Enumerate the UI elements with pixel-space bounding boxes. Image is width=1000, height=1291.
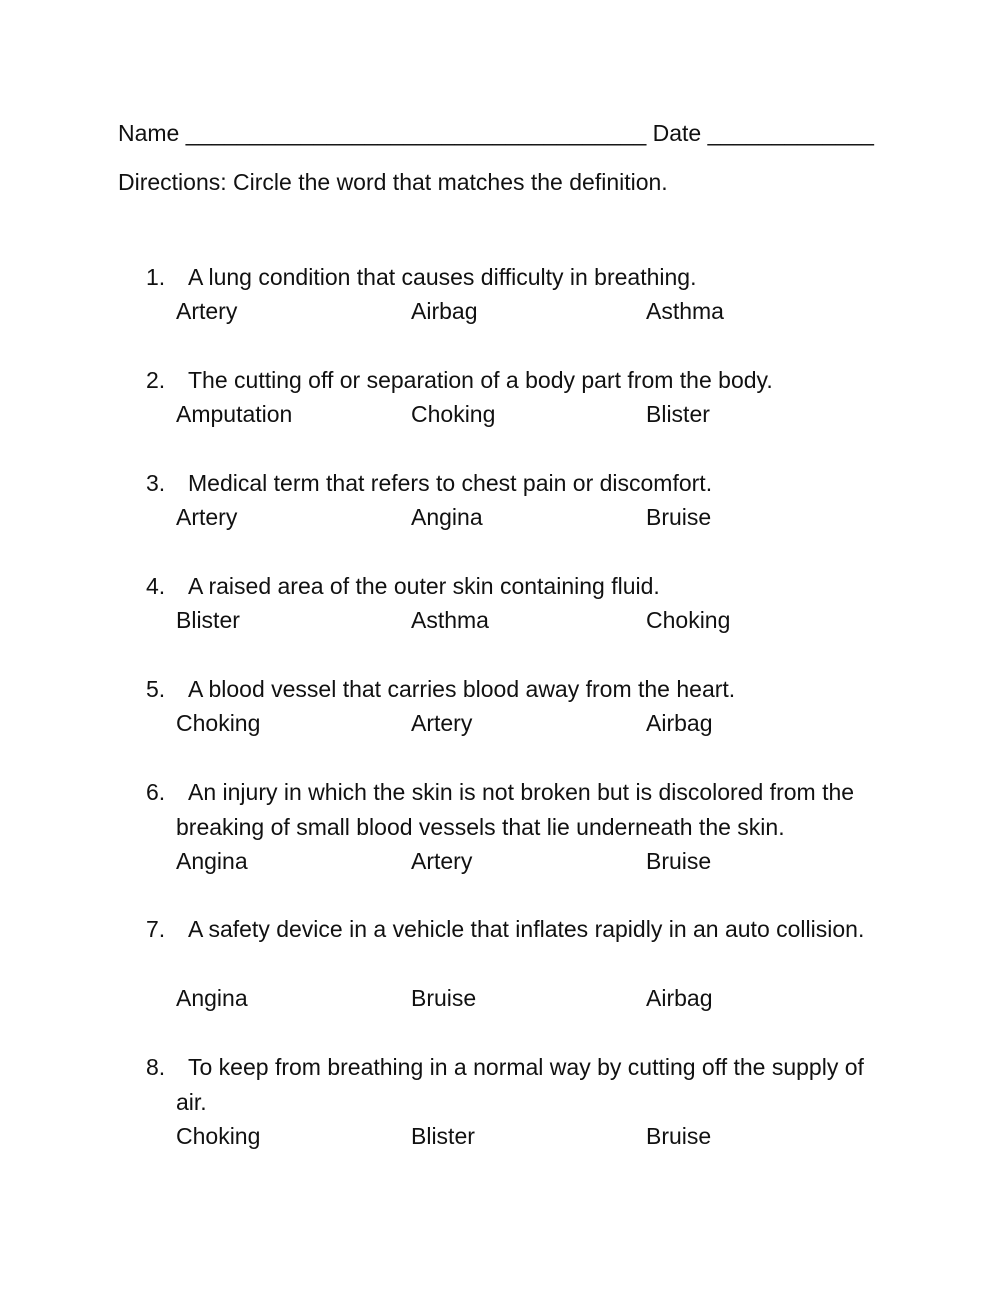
question-text: A safety device in a vehicle that inflates rapidly in an auto collision.	[188, 916, 865, 942]
choice-row	[176, 603, 896, 637]
choice-option[interactable]: Asthma	[646, 298, 724, 324]
choice-option[interactable]: Bruise	[411, 985, 477, 1011]
question-text: The cutting off or separation of a body part from the body.	[188, 367, 773, 393]
question-number: 8.	[146, 1054, 166, 1080]
choice-option[interactable]: Artery	[411, 710, 473, 736]
choice-option[interactable]: Bruise	[646, 1123, 712, 1149]
directions-text: Directions: Circle the word that matches the definition.	[118, 169, 668, 195]
choice-option[interactable]: Amputation	[176, 401, 293, 427]
choice-option[interactable]: Choking	[646, 607, 731, 633]
choice-option[interactable]: Airbag	[646, 985, 713, 1011]
question-text: A lung condition that causes difficulty in breathing.	[188, 264, 697, 290]
name-field-label[interactable]: Name ____________________________________	[118, 120, 647, 146]
choice-option[interactable]: Airbag	[646, 710, 713, 736]
choice-row	[176, 706, 896, 740]
choice-option[interactable]: Artery	[176, 504, 238, 530]
choice-option[interactable]: Bruise	[646, 848, 712, 874]
choice-option[interactable]: Blister	[176, 607, 240, 633]
question-text: A blood vessel that carries blood away from the heart.	[188, 676, 736, 702]
choice-option[interactable]: Artery	[411, 848, 473, 874]
choice-option[interactable]: Angina	[411, 504, 483, 530]
choice-row	[176, 500, 896, 534]
choice-option[interactable]: Artery	[176, 298, 238, 324]
choice-row	[176, 397, 896, 431]
choice-option[interactable]: Bruise	[646, 504, 712, 530]
question-number: 6.	[146, 779, 166, 805]
question-text: To keep from breathing in a normal way by cutting off the supply of air.	[176, 1054, 864, 1115]
choice-option[interactable]: Choking	[176, 1123, 261, 1149]
question-text: A raised area of the outer skin containing fluid.	[188, 573, 660, 599]
choice-row	[176, 1119, 896, 1153]
choice-row	[176, 981, 896, 1015]
choice-option[interactable]: Blister	[646, 401, 710, 427]
date-field-label[interactable]: Date _____________	[652, 120, 874, 146]
question-text: Medical term that refers to chest pain or discomfort.	[188, 470, 713, 496]
choice-option[interactable]: Choking	[176, 710, 261, 736]
choice-row	[176, 844, 896, 878]
question-text: An injury in which the skin is not broken but is discolored from the breaking of small blood vessels that lie underneath the skin.	[176, 779, 855, 840]
question-number: 7.	[146, 916, 166, 942]
choice-option[interactable]: Airbag	[411, 298, 478, 324]
question-number: 1.	[146, 264, 166, 290]
question-number: 2.	[146, 367, 166, 393]
question-number: 3.	[146, 470, 166, 496]
choice-option[interactable]: Blister	[411, 1123, 475, 1149]
choice-option[interactable]: Angina	[176, 848, 248, 874]
question-number: 4.	[146, 573, 166, 599]
question-number: 5.	[146, 676, 166, 702]
choice-option[interactable]: Choking	[411, 401, 496, 427]
choice-row	[176, 294, 896, 328]
name-date-line	[118, 116, 874, 150]
choice-option[interactable]: Asthma	[411, 607, 489, 633]
choice-option[interactable]: Angina	[176, 985, 248, 1011]
